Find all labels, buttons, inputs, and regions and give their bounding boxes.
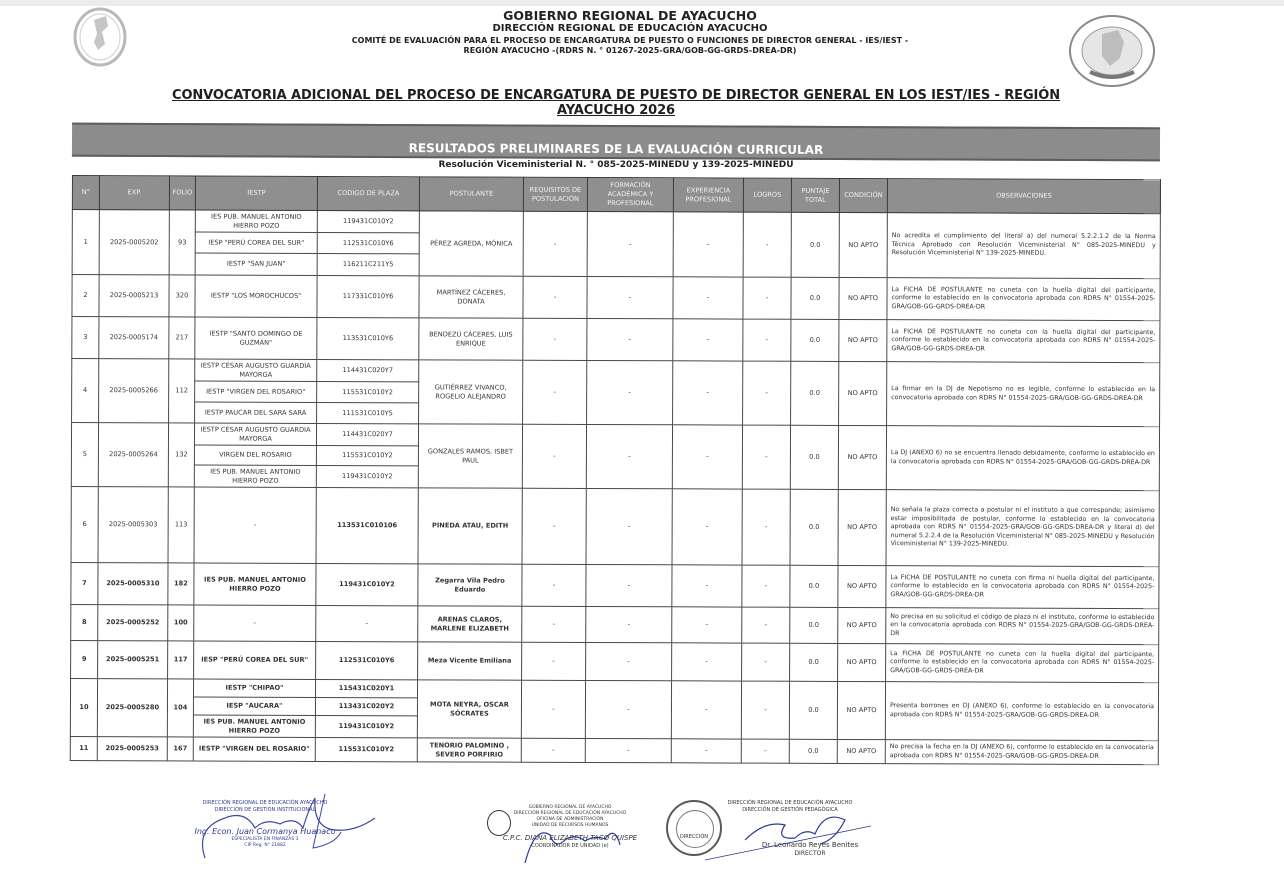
cell-iestp: IESTP "VIRGEN DEL ROSARIO" (195, 381, 317, 402)
cell-iestp: IESTP "SAN JUAN" (195, 253, 317, 275)
col-header-logros: LOGROS (743, 178, 791, 212)
cell-number: 10 (70, 678, 97, 736)
cell-puntaje: 0.0 (790, 425, 838, 489)
cell-folio: 117 (168, 641, 194, 679)
cell-formacion: - (586, 424, 672, 488)
cell-exp: 2025-0005303 (98, 487, 168, 563)
cell-logros: - (743, 319, 791, 361)
cell-codigo-plaza: 119431C010Y2 (317, 210, 419, 232)
document-header (300, 8, 960, 55)
cell-experiencia: - (671, 739, 741, 763)
cell-puntaje: 0.0 (789, 739, 837, 763)
cell-observaciones: La FICHA DE POSTULANTE no cuneta con la huella digital del participante, conforme lo establecido en la convocatoria aprobada con RDRS N° 01554-2025-GRA/GOB-GG-GRDS-DREA-DR (887, 320, 1160, 363)
signature-2-role: COORDINADOR DE UNIDAD (e) (531, 843, 609, 850)
cell-puntaje: 0.0 (790, 489, 838, 565)
cell-exp: 2025-0005213 (99, 275, 169, 317)
cell-experiencia: - (672, 565, 742, 607)
cell-formacion: - (586, 488, 672, 564)
handwritten-signature-3-icon (695, 800, 875, 870)
cell-observaciones: La FICHA DE POSTULANTE no cuneta con la huella digital del participante, conforme lo establecido en la convocatoria aprobada con RDRS N° 01554-2025-GRA/GOB-GG-GRDS-DREA-DR (887, 278, 1160, 321)
cell-codigo-plaza: 114431C020Y7 (316, 423, 418, 445)
regional-seal-logo-icon (72, 6, 128, 68)
cell-requisitos: - (521, 738, 585, 762)
cell-requisitos: - (522, 606, 586, 642)
signature-2-name: C.P.C. DIANA ELIZABETH TACO QUISPE (502, 834, 638, 843)
cell-number: 1 (72, 210, 99, 275)
col-header-formacion: FORMACIÓN ACADÉMICA Y PROFESIONAL (587, 177, 673, 211)
signature-1-name: Ing. Econ. Juan Cormanya Huanaco (194, 827, 336, 836)
cell-postulante: Zegarra Vila Pedro Eduardo (418, 564, 522, 606)
header-government: GOBIERNO REGIONAL DE AYACUCHO (503, 8, 757, 23)
cell-iestp: IESTP "LOS MOROCHUCOS" (195, 275, 317, 317)
cell-puntaje: 0.0 (791, 212, 839, 277)
cell-folio: 104 (167, 679, 193, 737)
cell-codigo-plaza: 119431C010Y2 (315, 715, 417, 737)
cell-logros: - (741, 739, 789, 763)
cell-experiencia: - (672, 425, 742, 489)
handwritten-signature-1-icon (185, 788, 385, 868)
signature-2-stamp-line2: DIRECCIÓN REGIONAL DE EDUCACIÓN AYACUCHO (513, 810, 627, 816)
cell-folio: 182 (168, 563, 194, 605)
cell-folio: 167 (167, 737, 193, 761)
cell-iestp: IES PUB. MANUEL ANTONIO HIERRO POZO (194, 465, 316, 487)
cell-iestp: IESTP "SANTO DOMINGO DE GUZMÁN" (195, 317, 317, 359)
cell-codigo-plaza: 114431C020Y7 (317, 359, 419, 381)
cell-number: 8 (71, 604, 98, 640)
signature-1-extra: CIP Reg. N° 21882 (244, 843, 286, 849)
table-row (71, 486, 1159, 566)
col-header-iestp: IESTP (195, 176, 317, 210)
cell-postulante: BENDEZÚ CÁCERES, LUIS ENRIQUE (419, 318, 523, 360)
cell-experiencia: - (672, 607, 742, 643)
cell-iestp: - (194, 487, 316, 563)
cell-postulante: GONZALES RAMOS, ISBET PAUL (418, 424, 522, 488)
cell-codigo-plaza: 111531C010Y5 (317, 402, 419, 423)
cell-folio: 113 (168, 487, 194, 563)
cell-experiencia: - (673, 277, 743, 319)
signature-2-stamp-line1: GOBIERNO REGIONAL DE AYACUCHO (528, 805, 612, 810)
cell-condicion: NO APTO (838, 565, 886, 607)
cell-observaciones: No precisa en su solicitud el código de plaza ni el instituto, conforme lo establecido en la convocatoria aprobada con RDRS N° 01554-2025-GRA/GOB-GG-GRDS-DREA-DR (886, 608, 1159, 645)
cell-number: 4 (72, 359, 99, 423)
cell-exp: 2025-0005202 (99, 210, 169, 275)
cell-iestp: IESTP CÉSAR AUGUSTO GUARDIA MAYORGA (194, 423, 316, 445)
table-row (72, 317, 1160, 363)
document-title: CONVOCATORIA ADICIONAL DEL PROCESO DE ENCARGATURA DE PUESTO DE DIRECTOR GENERAL EN LOS IEST/IES - REGIÓN AYACUCHO 2026 (172, 88, 1060, 118)
signature-3-stamp-line1: DIRECCIÓN REGIONAL DE EDUCACIÓN AYACUCHO (727, 800, 853, 806)
cell-logros: - (743, 212, 791, 277)
cell-iestp: - (194, 605, 316, 641)
cell-folio: 100 (168, 605, 194, 641)
table-row (72, 275, 1160, 321)
cell-formacion: - (585, 680, 671, 738)
signature-1-role: ESPECIALISTA EN FINANZAS 3 (231, 837, 299, 843)
cell-formacion: - (587, 318, 673, 360)
cell-number: 3 (72, 317, 99, 359)
cell-number: 5 (71, 423, 98, 487)
resolution-subtitle: Resolución Viceministerial N. ° 085-2025-MINEDU y 139-2025-MINEDU (438, 160, 794, 170)
cell-codigo-plaza: 113531C010Y6 (317, 317, 419, 359)
cell-requisitos: - (523, 276, 587, 318)
cell-formacion: - (587, 211, 673, 276)
cell-number: 11 (70, 736, 97, 760)
cell-puntaje: 0.0 (790, 607, 838, 643)
cell-observaciones: La FICHA DE POSTULANTE no cuneta con firma ni huella digital del participante, conforme lo establecido en la convocatoria aprobada con RDRS N° 01554-2025-GRA/GOB-GG-GRDS-DREA-DR (886, 566, 1159, 609)
table-header-row (72, 176, 1160, 214)
cell-condicion: NO APTO (837, 681, 885, 739)
cell-condicion: NO APTO (837, 739, 885, 763)
cell-iestp: IESP "PERÚ COREA DEL SUR" (195, 232, 317, 253)
cell-observaciones: La DJ (ANEXO 6) no se encuentra llenado debidamente, conforme lo establecido en la convocatoria aprobada con RDRS N° 01554-2025-GRA/GOB-GG-GRDS-DREA-DR (886, 426, 1159, 491)
cell-exp: 2025-0005266 (99, 359, 169, 423)
cell-postulante: MARTÍNEZ CÁCERES, DONATA (419, 276, 523, 318)
col-header-requisitos: REQUISITOS DE POSTULACIÓN (523, 177, 587, 211)
cell-requisitos: - (522, 488, 586, 564)
cell-condicion: NO APTO (839, 277, 887, 319)
cell-iestp: IESTP CÉSAR AUGUSTO GUARDIA MAYORGA (195, 359, 317, 381)
signature-1-stamp-line2: DIRECCIÓN DE GESTIÓN INSTITUCIONAL (214, 806, 316, 813)
cell-condicion: NO APTO (838, 489, 886, 565)
cell-experiencia: - (673, 212, 743, 277)
cell-requisitos: - (522, 564, 586, 606)
cell-codigo-plaza: 115431C020Y1 (315, 679, 417, 697)
cell-exp: 2025-0005280 (97, 679, 167, 737)
cell-codigo-plaza: 112531C010Y6 (317, 232, 419, 253)
col-header-folio: FOLIO (169, 176, 195, 210)
cell-number: 6 (71, 486, 98, 562)
cell-iestp: IESP "AUCARA" (193, 697, 315, 715)
signature-2-stamp-line3: OFICINA DE ADMINISTRACIÓN (536, 816, 604, 822)
cell-condicion: NO APTO (838, 643, 886, 681)
cell-formacion: - (585, 738, 671, 762)
cell-logros: - (743, 361, 791, 425)
cell-logros: - (741, 681, 789, 739)
cell-logros: - (742, 565, 790, 607)
col-header-puntaje: PUNTAJE TOTAL (791, 178, 839, 212)
signature-1-stamp-line1: DIRECCIÓN REGIONAL DE EDUCACIÓN AYACUCHO (202, 800, 328, 806)
cell-requisitos: - (522, 424, 586, 488)
cell-folio: 320 (169, 275, 195, 317)
cell-codigo-plaza: 113431C020Y2 (315, 697, 417, 715)
header-committee: COMITÉ DE EVALUACIÓN PARA EL PROCESO DE ENCARGATURA DE PUESTO O FUNCIONES DE DIRECTOR GENERAL - IES/IEST - (351, 36, 909, 45)
cell-postulante: Meza Vicente Emiliana (418, 642, 522, 680)
cell-exp: 2025-0005252 (98, 605, 168, 641)
signature-block-3 (715, 800, 865, 870)
cell-puntaje: 0.0 (791, 319, 839, 361)
cell-number: 2 (72, 275, 99, 317)
cell-condicion: NO APTO (839, 361, 887, 425)
cell-folio: 132 (168, 423, 194, 487)
cell-codigo-plaza: 112531C010Y6 (316, 641, 418, 679)
cell-exp: 2025-0005264 (98, 423, 168, 487)
dre-ayacucho-seal-icon (1066, 14, 1158, 88)
cell-exp: 2025-0005251 (98, 641, 168, 679)
cell-iestp: IESTP "CHIPAO" (193, 679, 315, 697)
signature-2-stamp-line4: UNIDAD DE RECURSOS HUMANOS (531, 822, 609, 828)
cell-iestp: IESTP "VIRGEN DEL ROSARIO" (193, 737, 315, 761)
table-row (71, 640, 1159, 682)
cell-postulante: ARENAS CLAROS, MARLENE ELIZABETH (418, 606, 522, 642)
cell-experiencia: - (672, 489, 742, 565)
cell-codigo-plaza: 115531C010Y2 (316, 445, 418, 465)
page-top-band (0, 0, 1284, 6)
cell-codigo-plaza: 115531C010Y2 (315, 737, 417, 761)
table-row (71, 562, 1159, 608)
cell-experiencia: - (672, 643, 742, 681)
cell-formacion: - (586, 564, 672, 606)
cell-exp: 2025-0005174 (99, 317, 169, 359)
cell-logros: - (743, 277, 791, 319)
cell-codigo-plaza: 115531C010Y2 (317, 381, 419, 402)
col-header-condicion: CONDICIÓN (839, 178, 887, 212)
direction-seal-text: DIRECCIÓN (679, 834, 709, 840)
cell-iestp: IES PUB. MANUEL ANTONIO HIERRO POZO (194, 563, 316, 605)
col-header-number: N° (72, 176, 99, 210)
col-header-experiencia: EXPERIENCIA PROFESIONAL (673, 178, 743, 212)
cell-postulante: MOTA NEYRA, OSCAR SÓCRATES (417, 680, 521, 738)
cell-postulante: PÉREZ AGREDA, MÓNICA (419, 211, 523, 276)
cell-requisitos: - (523, 360, 587, 424)
cell-codigo-plaza: 119431C010Y2 (316, 465, 418, 487)
cell-formacion: - (586, 606, 672, 642)
cell-requisitos: - (523, 318, 587, 360)
col-header-observaciones: OBSERVACIONES (887, 179, 1160, 214)
cell-requisitos: - (521, 680, 585, 738)
signature-block-2 (495, 805, 645, 860)
cell-formacion: - (586, 642, 672, 680)
cell-puntaje: 0.0 (789, 681, 837, 739)
cell-iestp: VIRGEN DEL ROSARIO (194, 445, 316, 465)
cell-condicion: NO APTO (839, 319, 887, 361)
cell-condicion: NO APTO (838, 425, 886, 489)
cell-folio: 93 (169, 210, 195, 275)
signature-3-name: Dr. Leonardo Reyes Benites (761, 841, 859, 849)
cell-iestp: IES PUB. MANUEL ANTONIO HIERRO POZO (195, 210, 317, 232)
cell-puntaje: 0.0 (790, 643, 838, 681)
cell-codigo-plaza: 117331C010Y6 (317, 275, 419, 317)
cell-exp: 2025-0005253 (97, 737, 167, 761)
cell-experiencia: - (673, 319, 743, 361)
cell-formacion: - (587, 276, 673, 318)
results-banner (72, 123, 1160, 162)
cell-postulante: TENORIO PALOMINO , SEVERO PORFIRIO (417, 738, 521, 762)
cell-iestp: IESP "PERÚ COREA DEL SUR" (194, 641, 316, 679)
cell-observaciones: La FICHA DE POSTULANTE no cuneta con la huella digital del participante, conforme lo establecido en la convocatoria aprobada con RDRS N° 01554-2025-GRA/GOB-GG-GRDS-DREA-DR (886, 644, 1159, 683)
cell-logros: - (742, 607, 790, 643)
cell-logros: - (742, 489, 790, 565)
table-row (70, 736, 1158, 764)
cell-requisitos: - (523, 211, 587, 276)
cell-iestp: IESTP PAUCAR DEL SARA SARA (195, 402, 317, 423)
cell-observaciones: No señala la plaza correcta a postular ni el instituto a que corresponde; asimismo estar imposibilitada de postular, conforme lo establecido en la convocatoria aprobada con RDRS N° 01554-2025-GRA/GOB-GG-GRDS-DREA-DR y literal d) del numeral 5.2.2.4 de la Resolución Viceministerial N° 085-2025-MINEDU y Resolución Viceministerial N° 139-2025-MINEDU. (886, 490, 1159, 567)
cell-postulante: GUTIÉRREZ VIVANCO, ROGELIO ALEJANDRO (419, 360, 523, 424)
cell-exp: 2025-0005310 (98, 563, 168, 605)
table-row (71, 604, 1159, 644)
cell-puntaje: 0.0 (791, 361, 839, 425)
cell-folio: 217 (169, 317, 195, 359)
cell-requisitos: - (522, 642, 586, 680)
signature-block-1 (185, 800, 345, 860)
col-header-exp: EXP. (99, 176, 169, 210)
cell-formacion: - (587, 360, 673, 424)
cell-codigo-plaza: 119431C010Y2 (316, 563, 418, 605)
cell-codigo-plaza: 113531C010106 (316, 487, 418, 563)
cell-puntaje: 0.0 (791, 277, 839, 319)
cell-logros: - (742, 425, 790, 489)
header-direction: DIRECCIÓN REGIONAL DE EDUCACIÓN AYACUCHO (492, 23, 768, 34)
cell-puntaje: 0.0 (790, 565, 838, 607)
cell-observaciones: No precisa la fecha en la DJ (ANEXO 6), conforme lo establecido en la convocatoria aprobada con RDRS N° 01554-2025-GRA/GOB-GG-GRDS-DREA-DR (885, 740, 1158, 765)
cell-observaciones: No acredita el cumplimiento del literal a) del numeral 5.2.2.1.2 de la Norma Técnica Aprobado con Resolución Viceministerial N° 085-2025-MINEDU y Resolución Viceministerial N° 139-2025-MINEDU. (887, 213, 1160, 279)
cell-condicion: NO APTO (839, 212, 887, 277)
results-banner-text: RESULTADOS PRELIMINARES DE LA EVALUACIÓN CURRICULAR (408, 141, 824, 157)
signature-3-stamp-line2: DIRECCIÓN DE GESTIÓN PEDAGÓGICA (742, 806, 838, 813)
cell-experiencia: - (673, 361, 743, 425)
header-resolution: REGIÓN AYACUCHO -(RDRS N. ° 01267-2025-GRA/GOB-GG-GRDS-DREA-DR) (463, 45, 797, 55)
cell-codigo-plaza: - (316, 605, 418, 641)
col-header-codigo-plaza: CODIGO DE PLAZA (317, 176, 419, 210)
cell-observaciones: La firmar en la DJ de Nepotismo no es legible, conforme lo establecido en la convocatoria aprobada con RDRS N° 01554-2025-GRA/GOB-GG-GRDS-DREA-DR (887, 362, 1160, 427)
cell-number: 9 (71, 640, 98, 678)
cell-iestp: IES PUB. MANUEL ANTONIO HIERRO POZO (193, 715, 315, 737)
cell-postulante: PINEDA ATAU, EDITH (418, 488, 522, 564)
results-table (70, 175, 1161, 765)
cell-condicion: NO APTO (838, 607, 886, 643)
cell-logros: - (742, 643, 790, 681)
col-header-postulante: POSTULANTE (419, 177, 523, 211)
cell-number: 7 (71, 562, 98, 604)
signature-3-role: DIRECTOR (794, 850, 826, 858)
cell-experiencia: - (671, 681, 741, 739)
handwritten-signature-2-icon (495, 805, 645, 865)
cell-observaciones: Presenta borrones en DJ (ANEXO 6), conforme lo establecido en la convocatoria aprobada con RDRS N° 01554-2025-GRA/GOB-GG-GRDS-DREA-DR (885, 682, 1158, 741)
cell-folio: 112 (169, 359, 195, 423)
cell-codigo-plaza: 116211C211Y5 (317, 253, 419, 275)
